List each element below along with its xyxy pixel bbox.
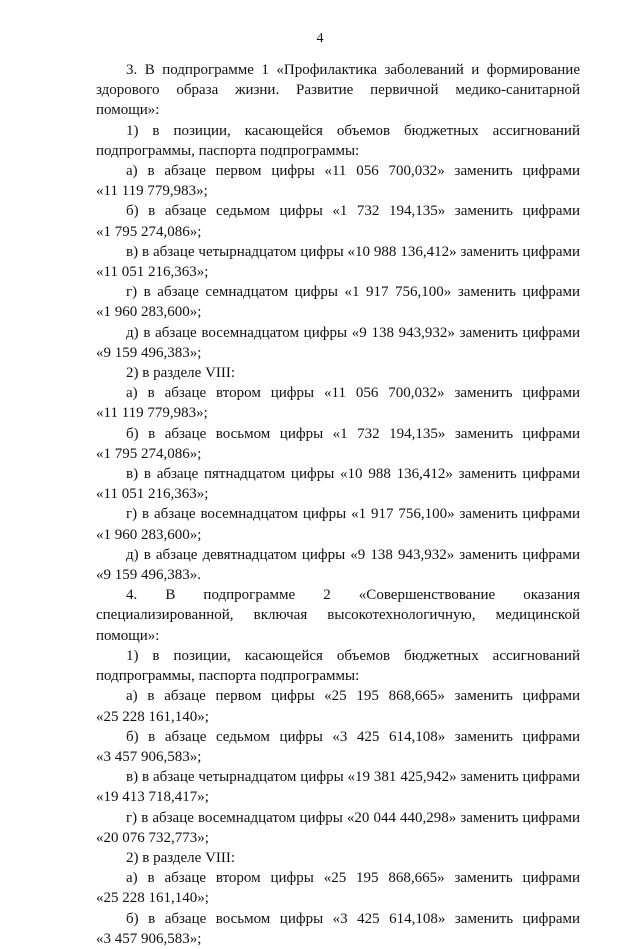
paragraph-line: «25 228 161,140»;	[96, 708, 209, 725]
paragraph-line: б) в абзаце седьмом цифры «3 425 614,108» заменить цифрами	[126, 728, 580, 745]
document-body	[96, 60, 580, 949]
paragraph-line: помощи»:	[96, 102, 160, 119]
paragraph-line: здорового образа жизни. Развитие первичной медико-санитарной	[96, 82, 580, 99]
paragraph-line: а) в абзаце втором цифры «11 056 700,032» заменить цифрами	[126, 385, 580, 402]
paragraph	[96, 201, 580, 241]
paragraph-line: «9 159 496,383».	[96, 567, 201, 584]
paragraph	[96, 282, 580, 322]
paragraph	[96, 121, 580, 161]
paragraph	[96, 60, 580, 121]
paragraph-line: подпрограммы, паспорта подпрограммы:	[96, 142, 360, 159]
paragraph	[96, 868, 580, 908]
paragraph-line: в) в абзаце четырнадцатом цифры «10 988 136,412» заменить цифрами	[126, 243, 580, 260]
paragraph-line: «9 159 496,383»;	[96, 344, 202, 361]
paragraph	[96, 909, 580, 949]
paragraph	[96, 363, 580, 383]
paragraph	[96, 646, 580, 686]
paragraph	[96, 686, 580, 726]
paragraph-line: «1 960 283,600»;	[96, 526, 202, 543]
paragraph	[96, 727, 580, 767]
paragraph-line: д) в абзаце восемнадцатом цифры «9 138 943,932» заменить цифрами	[126, 324, 580, 341]
paragraph-line: а) в абзаце первом цифры «11 056 700,032» заменить цифрами	[126, 163, 580, 180]
paragraph-line: специализированной, включая высокотехнологичную, медицинской	[96, 607, 580, 624]
paragraph	[96, 383, 580, 423]
paragraph-line: «20 076 732,773»;	[96, 829, 209, 846]
paragraph-line: 2) в разделе VIII:	[126, 365, 236, 382]
paragraph-line: б) в абзаце восьмом цифры «1 732 194,135» заменить цифрами	[126, 425, 580, 442]
paragraph-line: б) в абзаце седьмом цифры «1 732 194,135» заменить цифрами	[126, 203, 580, 220]
page-number: 4	[316, 31, 324, 46]
paragraph-line: 1) в позиции, касающейся объемов бюджетных ассигнований	[126, 122, 580, 139]
paragraph-line: «1 960 283,600»;	[96, 304, 202, 321]
paragraph-line: «1 795 274,086»;	[96, 445, 202, 462]
paragraph-line: «11 051 216,363»;	[96, 486, 209, 503]
paragraph-line: «1 795 274,086»;	[96, 223, 202, 240]
paragraph-line: 1) в позиции, касающейся объемов бюджетных ассигнований	[126, 647, 580, 664]
paragraph-line: г) в абзаце восемнадцатом цифры «1 917 756,100» заменить цифрами	[126, 506, 580, 523]
paragraph-line: а) в абзаце первом цифры «25 195 868,665» заменить цифрами	[126, 688, 580, 705]
paragraph-line: 4. В подпрограмме 2 «Совершенствование оказания	[126, 587, 580, 604]
paragraph-line: помощи»:	[96, 627, 160, 644]
paragraph-line: «3 457 906,583»;	[96, 930, 202, 947]
paragraph-line: г) в абзаце семнадцатом цифры «1 917 756,100» заменить цифрами	[126, 284, 580, 301]
paragraph	[96, 464, 580, 504]
paragraph-line: «3 457 906,583»;	[96, 748, 202, 765]
paragraph-line: 3. В подпрограмме 1 «Профилактика заболеваний и формирование	[126, 62, 580, 78]
paragraph-line: «19 413 718,417»;	[96, 789, 209, 806]
paragraph	[96, 323, 580, 363]
paragraph-line: а) в абзаце втором цифры «25 195 868,665» заменить цифрами	[126, 870, 580, 887]
paragraph	[96, 767, 580, 807]
paragraph-line: в) в абзаце пятнадцатом цифры «10 988 136,412» заменить цифрами	[126, 466, 580, 483]
paragraph-line: «25 228 161,140»;	[96, 890, 209, 907]
paragraph-line: «11 119 779,983»;	[96, 183, 208, 200]
paragraph	[96, 424, 580, 464]
paragraph-line: «11 051 216,363»;	[96, 264, 209, 281]
paragraph-line: в) в абзаце четырнадцатом цифры «19 381 425,942» заменить цифрами	[126, 769, 580, 786]
paragraph-line: 2) в разделе VIII:	[126, 849, 236, 866]
paragraph	[96, 848, 580, 868]
paragraph-line: г) в абзаце восемнадцатом цифры «20 044 440,298» заменить цифрами	[126, 809, 580, 826]
paragraph	[96, 545, 580, 585]
paragraph-line: «11 119 779,983»;	[96, 405, 208, 422]
paragraph	[96, 242, 580, 282]
paragraph	[96, 585, 580, 646]
paragraph-line: подпрограммы, паспорта подпрограммы:	[96, 668, 360, 685]
paragraph-line: д) в абзаце девятнадцатом цифры «9 138 943,932» заменить цифрами	[126, 546, 580, 563]
paragraph-line: б) в абзаце восьмом цифры «3 425 614,108» заменить цифрами	[126, 910, 580, 927]
paragraph	[96, 504, 580, 544]
paragraph	[96, 161, 580, 201]
paragraph	[96, 808, 580, 848]
